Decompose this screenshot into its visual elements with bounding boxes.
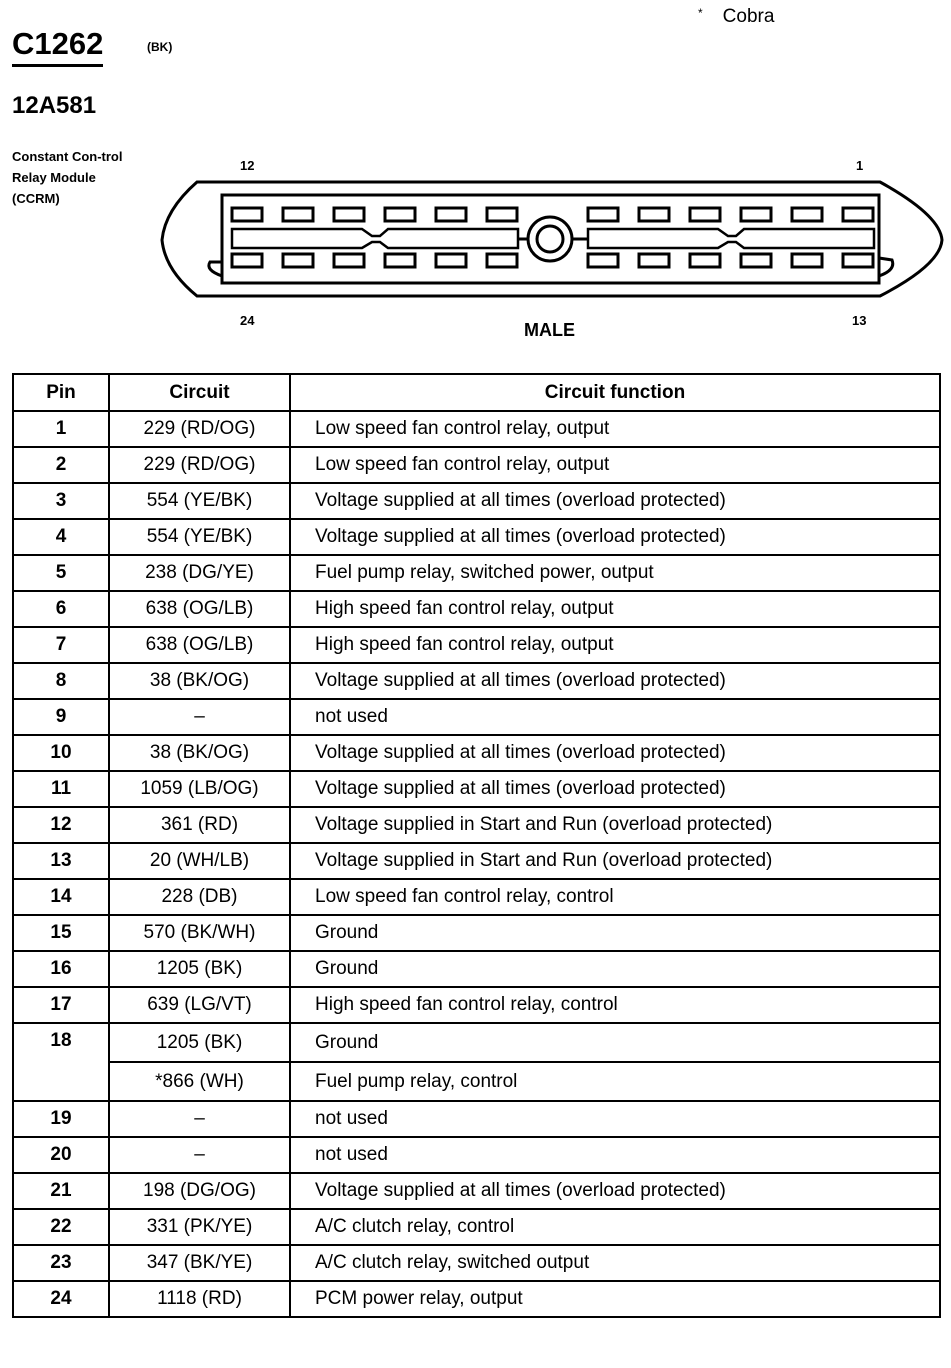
right-key-slot <box>588 229 874 248</box>
table-row <box>13 771 940 807</box>
circuit: 347 (BK/YE) <box>109 1245 290 1281</box>
pin-cavity <box>436 254 466 267</box>
header-circuit: Circuit <box>109 374 290 411</box>
pin-label-bottom-left: 24 <box>240 313 255 328</box>
pin-cavity <box>232 208 262 221</box>
table-row <box>13 1023 940 1062</box>
center-boss-outer <box>528 217 572 261</box>
table-row <box>13 699 940 735</box>
circuit: 1059 (LB/OG) <box>109 771 290 807</box>
pin-number: 15 <box>13 915 109 951</box>
pin-cavity <box>334 254 364 267</box>
table-row <box>13 1062 940 1101</box>
circuit: – <box>109 1137 290 1173</box>
table-row <box>13 447 940 483</box>
circuit: 639 (LG/VT) <box>109 987 290 1023</box>
connector-id: C1262 <box>12 26 103 67</box>
part-number: 12A581 <box>12 92 97 119</box>
table-row <box>13 555 940 591</box>
table-row <box>13 987 940 1023</box>
circuit-function: Voltage supplied in Start and Run (overload protected) <box>290 843 940 879</box>
pin-cavity <box>588 208 618 221</box>
circuit-function: Voltage supplied in Start and Run (overload protected) <box>290 807 940 843</box>
circuit-function: Voltage supplied at all times (overload protected) <box>290 771 940 807</box>
circuit: 198 (DG/OG) <box>109 1173 290 1209</box>
circuit: 1118 (RD) <box>109 1281 290 1317</box>
circuit: 1205 (BK) <box>109 951 290 987</box>
pin-cavity <box>690 208 720 221</box>
table-row <box>13 951 940 987</box>
module-name: Constant Con-trol Relay Module (CCRM) <box>12 149 123 206</box>
legend-text: Cobra <box>722 6 775 27</box>
circuit-function: Ground <box>290 915 940 951</box>
circuit-function: A/C clutch relay, switched output <box>290 1245 940 1281</box>
pin-number: 7 <box>13 627 109 663</box>
pin-number: 18 <box>13 1023 109 1101</box>
pin-cavity <box>792 254 822 267</box>
pin-number: 21 <box>13 1173 109 1209</box>
table-row <box>13 663 940 699</box>
pin-number: 2 <box>13 447 109 483</box>
circuit: 331 (PK/YE) <box>109 1209 290 1245</box>
pin-number: 4 <box>13 519 109 555</box>
circuit-function: Voltage supplied at all times (overload protected) <box>290 519 940 555</box>
pin-cavity <box>385 254 415 267</box>
pin-number: 17 <box>13 987 109 1023</box>
pin-cavity <box>690 254 720 267</box>
circuit-function: A/C clutch relay, control <box>290 1209 940 1245</box>
pin-number: 6 <box>13 591 109 627</box>
right-tab <box>879 258 893 276</box>
pin-cavity <box>741 254 771 267</box>
circuit-function: Voltage supplied at all times (overload protected) <box>290 735 940 771</box>
pin-cavity <box>639 254 669 267</box>
pin-number: 19 <box>13 1101 109 1137</box>
circuit: 38 (BK/OG) <box>109 663 290 699</box>
circuit: 228 (DB) <box>109 879 290 915</box>
circuit-function: Ground <box>290 951 940 987</box>
circuit: 638 (OG/LB) <box>109 591 290 627</box>
pin-number: 20 <box>13 1137 109 1173</box>
table-row <box>13 519 940 555</box>
circuit: 20 (WH/LB) <box>109 843 290 879</box>
pinout-table <box>12 373 941 1318</box>
connector-color: (BK) <box>147 40 173 54</box>
circuit-function: Low speed fan control relay, output <box>290 447 940 483</box>
table-row <box>13 735 940 771</box>
circuit: 554 (YE/BK) <box>109 483 290 519</box>
circuit: 1205 (BK) <box>109 1023 290 1062</box>
pin-number: 10 <box>13 735 109 771</box>
pin-number: 8 <box>13 663 109 699</box>
pin-cavity <box>283 208 313 221</box>
pin-number: 1 <box>13 411 109 447</box>
header-function: Circuit function <box>290 374 940 411</box>
table-row <box>13 411 940 447</box>
pin-cavity <box>436 208 466 221</box>
pin-number: 9 <box>13 699 109 735</box>
pin-label-top-right: 1 <box>856 158 864 173</box>
circuit: 638 (OG/LB) <box>109 627 290 663</box>
pin-cavity <box>232 254 262 267</box>
pin-label-bottom-right: 13 <box>852 313 867 328</box>
table-row <box>13 1173 940 1209</box>
circuit-function: High speed fan control relay, output <box>290 627 940 663</box>
circuit: 361 (RD) <box>109 807 290 843</box>
pin-number: 3 <box>13 483 109 519</box>
table-row <box>13 843 940 879</box>
pin-number: 13 <box>13 843 109 879</box>
circuit-function: Voltage supplied at all times (overload protected) <box>290 1173 940 1209</box>
table-row <box>13 1101 940 1137</box>
table-row <box>13 879 940 915</box>
pin-cavity <box>487 208 517 221</box>
circuit: *866 (WH) <box>109 1062 290 1101</box>
left-tab <box>209 262 222 276</box>
pin-number: 14 <box>13 879 109 915</box>
table-header-row <box>13 374 940 411</box>
pin-number: 11 <box>13 771 109 807</box>
pin-cavity <box>741 208 771 221</box>
circuit: 570 (BK/WH) <box>109 915 290 951</box>
connector-diagram <box>0 0 951 350</box>
circuit: 229 (RD/OG) <box>109 411 290 447</box>
pin-cavity <box>283 254 313 267</box>
left-key-slot <box>232 229 518 248</box>
pin-cavity <box>487 254 517 267</box>
pin-number: 16 <box>13 951 109 987</box>
pin-label-top-left: 12 <box>240 158 255 173</box>
circuit-function: Low speed fan control relay, control <box>290 879 940 915</box>
gender-label: MALE <box>524 320 575 340</box>
circuit-function: Fuel pump relay, switched power, output <box>290 555 940 591</box>
circuit-function: not used <box>290 699 940 735</box>
table-row <box>13 591 940 627</box>
circuit: 229 (RD/OG) <box>109 447 290 483</box>
pin-number: 5 <box>13 555 109 591</box>
table-row <box>13 1137 940 1173</box>
pin-cavity <box>334 208 364 221</box>
circuit-function: High speed fan control relay, output <box>290 591 940 627</box>
pin-cavity <box>843 208 873 221</box>
table-row <box>13 1245 940 1281</box>
circuit: 238 (DG/YE) <box>109 555 290 591</box>
pin-number: 24 <box>13 1281 109 1317</box>
circuit-function: High speed fan control relay, control <box>290 987 940 1023</box>
table-row <box>13 1281 940 1317</box>
pin-number: 12 <box>13 807 109 843</box>
connector-face <box>222 195 879 283</box>
table-row <box>13 1209 940 1245</box>
pin-cavity <box>639 208 669 221</box>
table-row <box>13 483 940 519</box>
circuit-function: Fuel pump relay, control <box>290 1062 940 1101</box>
table-row <box>13 915 940 951</box>
pin-cavity <box>385 208 415 221</box>
connector-housing <box>162 182 942 296</box>
pin-cavity <box>843 254 873 267</box>
legend-marker: * <box>698 6 703 20</box>
pin-number: 23 <box>13 1245 109 1281</box>
pin-number: 22 <box>13 1209 109 1245</box>
circuit-function: not used <box>290 1101 940 1137</box>
circuit: – <box>109 699 290 735</box>
circuit-function: PCM power relay, output <box>290 1281 940 1317</box>
table-row <box>13 807 940 843</box>
header-pin: Pin <box>13 374 109 411</box>
circuit: – <box>109 1101 290 1137</box>
circuit-function: not used <box>290 1137 940 1173</box>
circuit-function: Voltage supplied at all times (overload protected) <box>290 663 940 699</box>
pin-cavity <box>792 208 822 221</box>
circuit-function: Ground <box>290 1023 940 1062</box>
circuit-function: Voltage supplied at all times (overload protected) <box>290 483 940 519</box>
pin-cavity <box>588 254 618 267</box>
center-boss-inner <box>537 226 563 252</box>
circuit: 554 (YE/BK) <box>109 519 290 555</box>
table-row <box>13 627 940 663</box>
circuit: 38 (BK/OG) <box>109 735 290 771</box>
circuit-function: Low speed fan control relay, output <box>290 411 940 447</box>
